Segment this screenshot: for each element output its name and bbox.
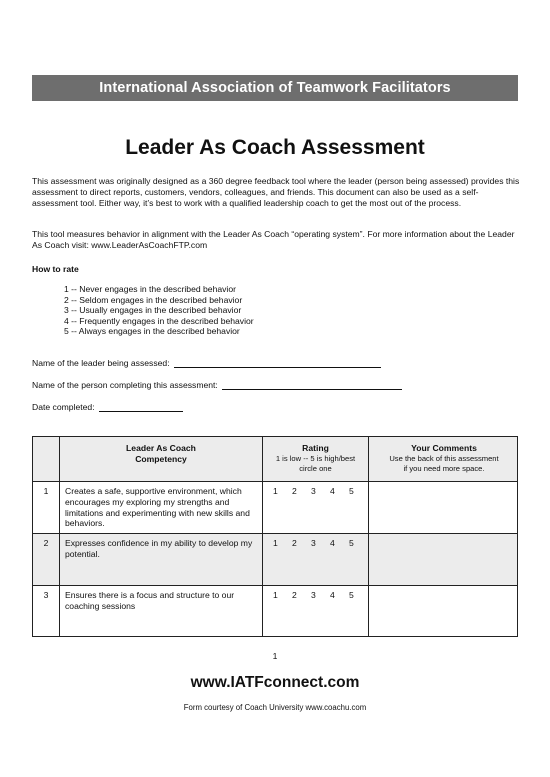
header-comments-sub1: Use the back of this assessment (389, 453, 499, 463)
header-competency-line1: Leader As Coach (126, 443, 196, 453)
header-comments-title: Your Comments (411, 443, 477, 453)
intro-paragraph-1: This assessment was originally designed as a 360 degree feedback tool where the leader (person being assessed) provides this assessment to direct reports, customers, vendors, colleagues, and friends. This document can also be used as a self-assessment tool. Either way, it’s best to work with a qualified leadership coach to get the most out of the process. (32, 176, 520, 208)
completer-name-label: Name of the person completing this assessment: (32, 380, 218, 390)
header-comments-cell (369, 437, 519, 481)
rating-scale-list (64, 284, 254, 337)
completer-name-blank[interactable] (222, 381, 402, 390)
rating-option-2[interactable]: 2 (292, 486, 297, 496)
leader-name-field (32, 358, 381, 368)
date-completed-blank[interactable] (99, 403, 183, 412)
page-title: Leader As Coach Assessment (125, 136, 425, 159)
header-competency-line2: Competency (135, 453, 187, 464)
rating-option-5[interactable]: 5 (349, 590, 354, 600)
rating-scale-item: 3 -- Usually engages in the described behavior (64, 305, 242, 315)
row-rating-cell (263, 586, 369, 637)
header-rating-sub2: circle one (299, 463, 332, 473)
header-rating-sub1: 1 is low -- 5 is high/best (275, 453, 356, 463)
courtesy-note: Form courtesy of Coach University www.coachu.com (183, 703, 367, 712)
row-rating-cell (263, 482, 369, 533)
rating-scale-item: 1 -- Never engages in the described behavior (64, 284, 236, 294)
header-rating-cell (263, 437, 369, 481)
website-link[interactable]: www.IATFconnect.com (190, 674, 360, 691)
row-rating-cell (263, 534, 369, 585)
rating-option-3[interactable]: 3 (311, 486, 316, 496)
completer-name-field (32, 380, 402, 390)
leader-name-blank[interactable] (174, 359, 381, 368)
rating-option-4[interactable]: 4 (330, 538, 335, 548)
row-competency-text: Expresses confidence in my ability to develop my potential. (60, 534, 263, 585)
leader-name-label: Name of the leader being assessed: (32, 358, 170, 368)
row-comments-cell[interactable] (369, 482, 519, 533)
page-number: 1 (272, 651, 278, 661)
intro-paragraph-2: This tool measures behavior in alignment with the Leader As Coach “operating system”. For more information about the Leader As Coach visit: www.LeaderAsCoachFTP.com (32, 229, 515, 250)
rating-option-2[interactable]: 2 (292, 590, 297, 600)
header-number-cell (33, 437, 60, 481)
rating-option-1[interactable]: 1 (273, 486, 278, 496)
date-completed-field (32, 402, 183, 412)
row-comments-cell[interactable] (369, 534, 519, 585)
row-competency-text: Creates a safe, supportive environment, which encourages my exploring my strengths and limitations and experimenting with new skills and behaviors. (60, 482, 263, 533)
row-number: 1 (33, 482, 60, 533)
rating-option-5[interactable]: 5 (349, 486, 354, 496)
rating-scale-item: 4 -- Frequently engages in the described behavior (64, 315, 254, 326)
row-comments-cell[interactable] (369, 586, 519, 637)
rating-option-2[interactable]: 2 (292, 538, 297, 548)
rating-option-5[interactable]: 5 (349, 538, 354, 548)
rating-option-1[interactable]: 1 (273, 590, 278, 600)
date-completed-label: Date completed: (32, 402, 95, 412)
rating-scale-item: 5 -- Always engages in the described behavior (64, 326, 240, 336)
row-number: 2 (33, 534, 60, 585)
table-header-row (33, 437, 517, 482)
header-rating-title: Rating (302, 443, 329, 453)
rating-scale-item: 2 -- Seldom engages in the described behavior (64, 294, 243, 305)
rating-option-3[interactable]: 3 (311, 538, 316, 548)
rating-option-3[interactable]: 3 (311, 590, 316, 600)
row-number: 3 (33, 586, 60, 637)
rating-options (263, 586, 368, 601)
header-competency-cell (60, 437, 263, 481)
rating-option-1[interactable]: 1 (273, 538, 278, 548)
rating-options (263, 534, 368, 549)
header-comments-sub2: if you need more space. (403, 463, 485, 473)
organization-banner (32, 75, 518, 101)
rating-option-4[interactable]: 4 (330, 486, 335, 496)
assessment-table (32, 436, 518, 637)
table-row (33, 586, 517, 637)
how-to-rate-heading: How to rate (32, 264, 79, 274)
table-row (33, 534, 517, 586)
rating-options (263, 482, 368, 497)
organization-name: International Association of Teamwork Facilitators (99, 80, 451, 96)
row-competency-text: Ensures there is a focus and structure to our coaching sessions (60, 586, 263, 637)
table-row (33, 482, 517, 534)
rating-option-4[interactable]: 4 (330, 590, 335, 600)
